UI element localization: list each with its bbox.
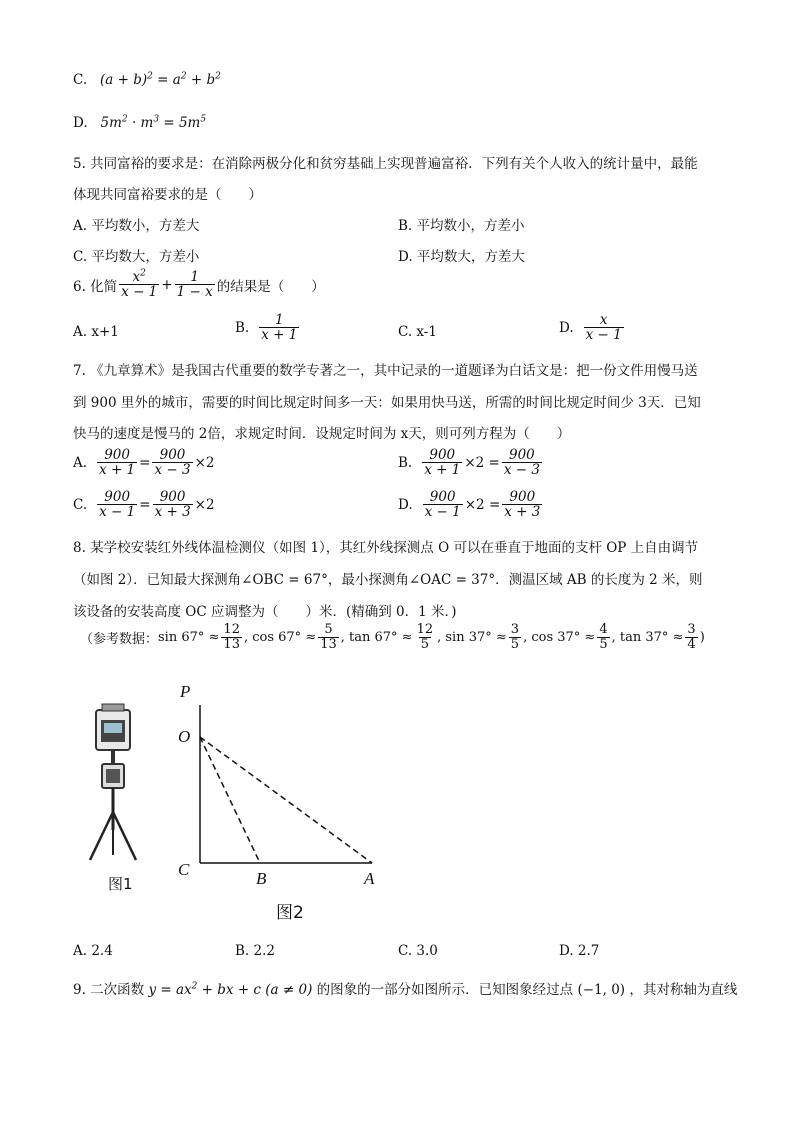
option-label: D. [73,115,88,131]
q6-stem: 6. 化简 $\frac{x^2}{x - 1}$ + $\frac{1}{1 - x}$ 的结果是（ ） [73,268,325,301]
line-oa [200,737,372,863]
q9-mid: 的图象的一部分如图所示．已知图象经过点 [316,982,574,998]
q4-option-c [73,72,221,88]
q5-option-d: D. 平均数大，方差大 [398,249,525,265]
q6-option-d [559,313,626,342]
q5-option-a: A. 平均数小，方差大 [73,218,200,234]
q4-option-d [73,115,206,131]
q9-suffix: ，其对称轴为直线 [629,982,738,998]
q5-option-c: C. 平均数大，方差小 [73,249,200,265]
option-label: B. [235,319,250,336]
fraction: $\frac{1}{1 - x}$ [176,269,213,301]
q8-stem-line1: 8. 某学校安装红外线体温检测仪（如图 1），其红外线探测点 O 可以在垂直于地面的支杆 OP 上自由调节 [73,540,699,556]
q8-option-b: B. 2.2 [235,943,275,959]
figure-2-diagram [170,675,390,890]
q8-reference-data: （参考数据： sin 67° ≈ $\frac{12}{13}$ , cos 67° ≈ $\frac{5}{13}$ , tan 67° ≈ $\frac{12}{5}$ , sin 37° ≈ $\frac{3}{5}$ , cos 37° ≈ $\frac{4}{5}$ , tan 37° ≈ $\frac{3}{4}$ ) [80,622,705,652]
point-label-p: P [180,682,191,701]
q8-option-c: C. 3.0 [398,943,438,959]
option-label: B. [398,454,413,471]
option-label: D. [559,319,574,336]
option-label: C. [73,496,88,513]
q9-point: (−1, 0) [577,982,626,998]
point-label-c: C [178,860,190,879]
q6-option-b [235,313,301,342]
option-label: A. [73,454,88,471]
fraction: $\frac{x^2}{x - 1}$ [121,268,158,301]
q8-option-a: A. 2.4 [73,943,113,959]
q5-option-b: B. 平均数小，方差小 [398,218,525,234]
fraction: $\frac{1}{x + 1}$ [261,312,298,344]
q7-option-d: D. $\frac{900}{x - 1}$ ×2 = $\frac{900}{x + 3}$ [398,489,541,521]
figure-1-device-image [80,700,150,870]
fraction: $\frac{x}{x - 1}$ [585,312,622,344]
q7-option-c: C. $\frac{900}{x - 1}$ = $\frac{900}{x + 3}$ ×2 [73,489,215,521]
q6-option-c: C. x-1 [398,324,437,340]
q7-option-b: B. $\frac{900}{x + 1}$ ×2 = $\frac{900}{x - 3}$ [398,447,540,479]
q7-stem-line2: 到 900 里外的城市，需要的时间比规定时间多一天：如果用快马送，所需的时间比规定时间少 3天．已知 [73,395,701,411]
option-label: C. [73,72,88,88]
q7-stem-line1: 7. 《九章算术》是我国古代重要的数学专著之一，其中记录的一道题译为白话文是：把一份文件用慢马送 [73,363,698,379]
q5-stem-line2: 体现共同富裕要求的是（ ） [73,187,262,203]
q6-option-a: A. x+1 [73,324,119,340]
q7-stem-line3: 快马的速度是慢马的 2倍，求规定时间．设规定时间为 x天，则可列方程为（ ） [73,426,571,442]
point-label-b: B [256,869,267,888]
line-ob [200,737,260,863]
q7-option-a: A. $\frac{900}{x + 1}$ = $\frac{900}{x - 3}$ ×2 [73,447,215,479]
math-expression: $5m^2 \cdot m^3 = 5m^5$ [91,114,207,131]
q9-prefix: 9. 二次函数 [73,982,145,998]
math-expression: $y = ax^2$ + bx + c (a ≠ 0) [148,981,313,998]
option-label: D. [398,496,413,513]
point-label-o: O [178,727,191,746]
q9-stem [73,978,737,998]
figure-1-caption: 图1 [108,875,133,893]
point-label-a: A [364,869,375,888]
q5-stem-line1: 5. 共同富裕的要求是：在消除两极分化和贫穷基础上实现普遍富裕．下列有关个人收入的统计量中，最能 [73,156,698,172]
q6-suffix: 的结果是（ ） [216,278,325,295]
q6-prefix: 6. 化简 [73,278,118,295]
q8-option-d: D. 2.7 [559,943,600,959]
figure-2-caption: 图2 [276,903,304,923]
math-expression: $(a + b)^2 = a^2 + b^2$ [91,71,221,88]
q8-stem-line2: （如图 2）．已知最大探测角∠OBC = 67°，最小探测角∠OAC = 37°．测温区域 AB 的长度为 2 米，则 [73,572,703,588]
q8-stem-line3: 该设备的安装高度 OC 应调整为（ ）米．(精确到 0．1 米．) [73,604,457,620]
